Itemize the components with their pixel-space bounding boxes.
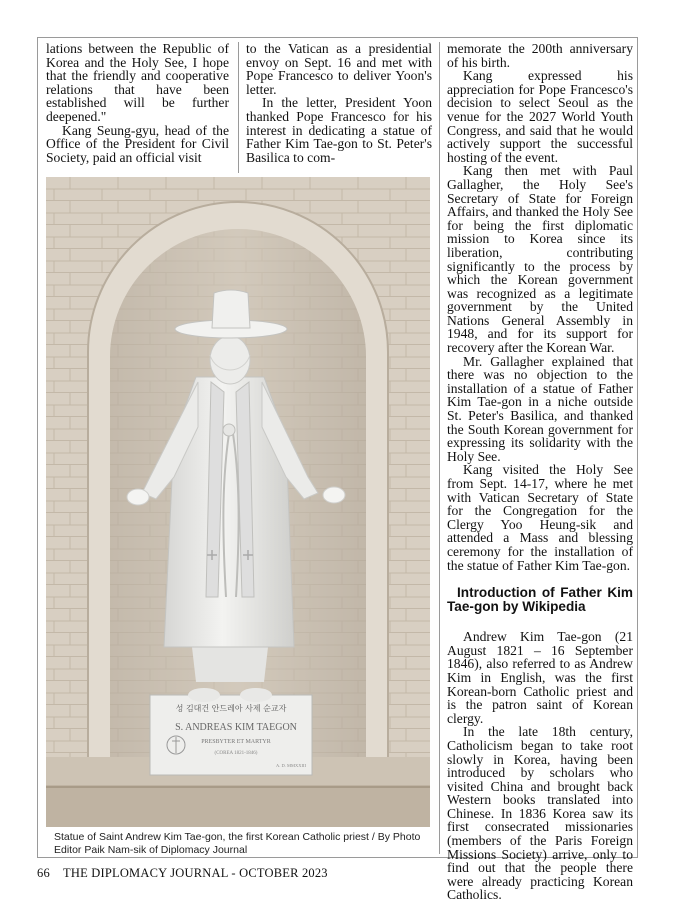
paragraph: In the late 18th century, Catholicism began to take root slowly in Korea, having been introduced by scholars who visited China and brought back Western books translated into Chinese. In 1836 Korea saw its first consecrated missionaries (members of the Paris Foreign Missions Society) arrive, only to find out that the people there were already practicing Korean Catholics. [447, 724, 633, 903]
column-rule-1 [238, 42, 239, 173]
article-column-1 [46, 42, 229, 164]
statue-illustration [46, 177, 430, 827]
plinth-korean-inscription: 성 김대건 안드레아 사제 순교자 [175, 704, 287, 713]
paragraph: memorate the 200th anniversary of his birth. [447, 41, 633, 70]
paragraph: Mr. Gallagher explained that there was no objection to the installation of a statue of Father Kim Tae-gon in a niche outside St. Peter's Basilica, and thanked the South Korean government for expressing its solidarity with the Holy See. [447, 353, 633, 464]
paragraph: Kang Seung-gyu, head of the Office of the President for Civil Society, paid an official visit [46, 122, 229, 165]
statue-photo [46, 177, 430, 827]
publication-name: THE DIPLOMACY JOURNAL - OCTOBER 2023 [63, 866, 328, 880]
section-heading: Introduction of Father Kim Tae-gon by Wikipedia [447, 585, 633, 615]
plinth-dates: (COREA 1821-1846) [214, 751, 258, 756]
paragraph: Kang then met with Paul Gallagher, the Holy See's Secretary of State for Foreign Affairs, and thanked the Holy See for being the first diplomatic mission to Korea since its liberation, contributing significantly to the process by which the Korean government was recognized as a legitimate government by the United Nations General Assembly in 1948, and for its support for recovery after the Korean War. [447, 163, 633, 356]
page-footer [37, 866, 328, 881]
plinth-year: A. D. MMXXIII [276, 763, 306, 768]
paragraph: to the Vatican as a presidential envoy on Sept. 16 and met with Pope Francesco to deliver Yoon's letter. [246, 41, 432, 97]
paragraph: lations between the Republic of Korea and the Holy See, I hope that the friendly and cooperative relations that have been established will be further deepened." [46, 41, 229, 124]
plinth-title: PRESBYTER ET MARTYR [201, 739, 271, 745]
photo-caption: Statue of Saint Andrew Kim Tae-gon, the first Korean Catholic priest / By Photo Editor Paik Nam-sik of Diplomacy Journal [54, 831, 421, 856]
paragraph: Andrew Kim Tae-gon (21 August 1821 – 16 September 1846), also referred to as Andrew Kim in English, was the first Korean-born Catholic priest and is the patron saint of Korean clergy. [447, 629, 633, 726]
plinth-name: S. ANDREAS KIM TAEGON [175, 722, 297, 733]
paragraph: In the letter, President Yoon thanked Pope Francesco for his interest in dedicating a statue of Father Kim Tae-gon to St. Peter's Basilica to com- [246, 95, 432, 165]
paragraph: Kang visited the Holy See from Sept. 14-17, where he met with Vatican Secretary of State for the Congregation for the Clergy Yoo Heung-sik and attended a Mass and blessing ceremony for the installation of the statue of Father Kim Tae-gon. [447, 462, 633, 573]
article-column-3 [447, 42, 633, 902]
column-rule-2 [439, 42, 440, 854]
article-column-2 [246, 42, 432, 164]
paragraph: Kang expressed his appreciation for Pope Francesco's decision to select Seoul as the venue for the 2027 World Youth Congress, and said that he would actively support the successful hosting of the event. [447, 68, 633, 165]
page-number: 66 [37, 866, 50, 880]
